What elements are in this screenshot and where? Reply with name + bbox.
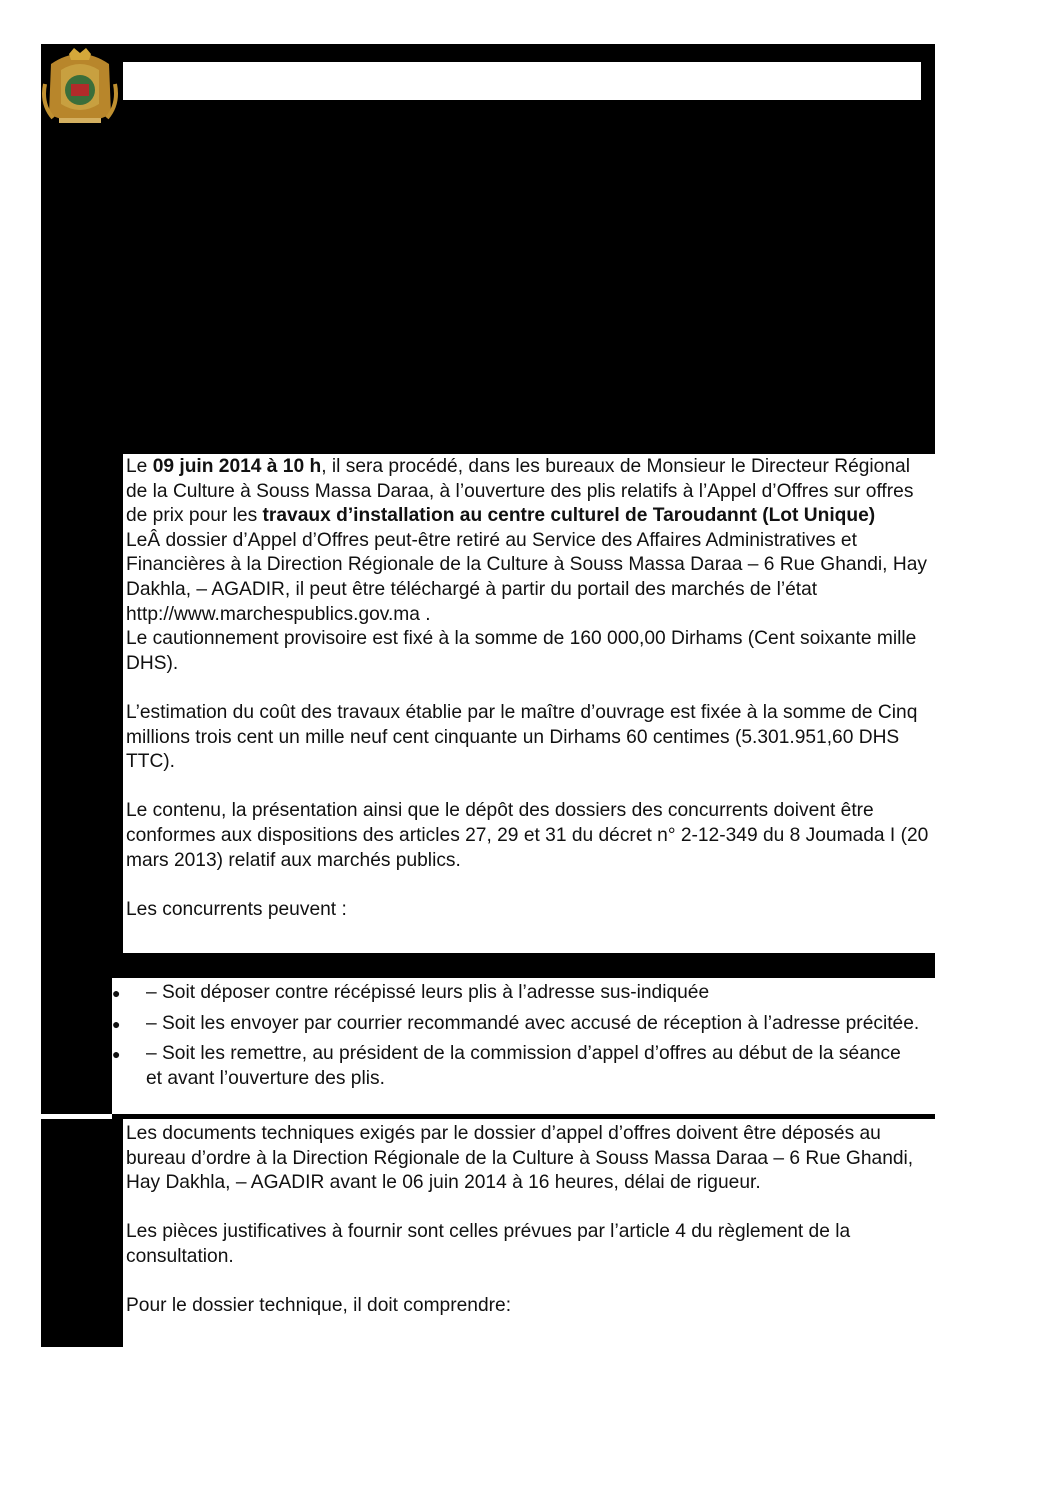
intro-paragraph-2: LeÂ dossier d’Appel d’Offres peut-être retiré au Service des Affaires Administratives et Financières à la Direction Régionale de la Culture à Souss Massa Daraa – 6 Rue Ghandi, Hay Dakhla, – AGADIR, il peut être téléchargé à partir du portail des marchés de l’état http://www.marchespublics.gov.ma . bbox=[126, 529, 927, 625]
bullet-dot-icon: ● bbox=[112, 1046, 121, 1063]
list-item: ● – Soit les envoyer par courrier recommandé avec accusé de réception à l’adresse précitée. bbox=[112, 1012, 922, 1037]
intro-paragraph-5: Le contenu, la présentation ainsi que le dépôt des dossiers des concurrents doivent être conformes aux dispositions des articles 27, 29 et 31 du décret n° 2-12-349 du 8 Joumada I (20 mars 2013) relatif aux marchés publics. bbox=[126, 800, 929, 871]
intro-paragraph-6: Les concurrents peuvent : bbox=[126, 898, 347, 920]
intro-text bbox=[126, 455, 936, 922]
outro-paragraph-1: Les documents techniques exigés par le dossier d’appel d’offres doivent être déposés au bureau d’ordre à la Direction Régionale de la Culture à Souss Massa Daraa – 6 Rue Ghandi, Hay Dakhla, – AGADIR avant le 06 juin 2014 à 16 heures, délai de rigueur. bbox=[126, 1123, 914, 1194]
redaction-lower-left bbox=[41, 1119, 123, 1347]
intro-paragraph-4: L’estimation du coût des travaux établie par le maître d’ouvrage est fixée à la somme de Cinq millions trois cent un mille neuf cent cinquante un Dirhams 60 centimes (5.301.951,60 DHS TTC). bbox=[126, 701, 918, 773]
list-item: ● – Soit déposer contre récépissé leurs plis à l’adresse sus-indiquée bbox=[112, 981, 922, 1006]
intro-paragraph-3: Le cautionnement provisoire est fixé à la somme de 160 000,00 Dirhams (Cent soixante mille DHS). bbox=[126, 628, 917, 674]
redaction-bullets-left bbox=[41, 978, 112, 1114]
redaction-left-margin bbox=[41, 454, 123, 978]
list-item: ● – Soit les remettre, au président de la commission d’appel d’offres au début de la séance et avant l’ouverture des plis. bbox=[112, 1043, 901, 1089]
outro-text bbox=[126, 1122, 936, 1319]
redaction-header-block bbox=[41, 44, 935, 454]
redaction-strip bbox=[41, 953, 935, 978]
submission-options-list bbox=[112, 981, 922, 1097]
bullet-dot-icon: ● bbox=[112, 1015, 121, 1032]
contract-object: travaux d’installation au centre culturel de Taroudannt (Lot Unique) bbox=[262, 505, 876, 527]
header-title-box bbox=[123, 62, 921, 100]
intro-paragraph-1: Le 09 juin 2014 à 10 h, il sera procédé, dans les bureaux de Monsieur le Directeur Régional de la Culture à Souss Massa Daraa, à l’ouverture des plis relatifs à l’Appel d’Offres sur offres de prix pour les travaux d’installation au centre culturel de Taroudannt (Lot Unique) bbox=[126, 456, 914, 527]
redaction-divider bbox=[112, 1114, 935, 1119]
outro-paragraph-3: Pour le dossier technique, il doit comprendre: bbox=[126, 1295, 512, 1317]
bullet-dot-icon: ● bbox=[112, 985, 121, 1001]
outro-paragraph-2: Les pièces justificatives à fournir sont celles prévues par l’article 4 du règlement de la consultation. bbox=[126, 1221, 851, 1267]
coat-of-arms-emblem bbox=[41, 44, 119, 128]
opening-date: 09 juin 2014 à 10 h bbox=[152, 456, 322, 477]
